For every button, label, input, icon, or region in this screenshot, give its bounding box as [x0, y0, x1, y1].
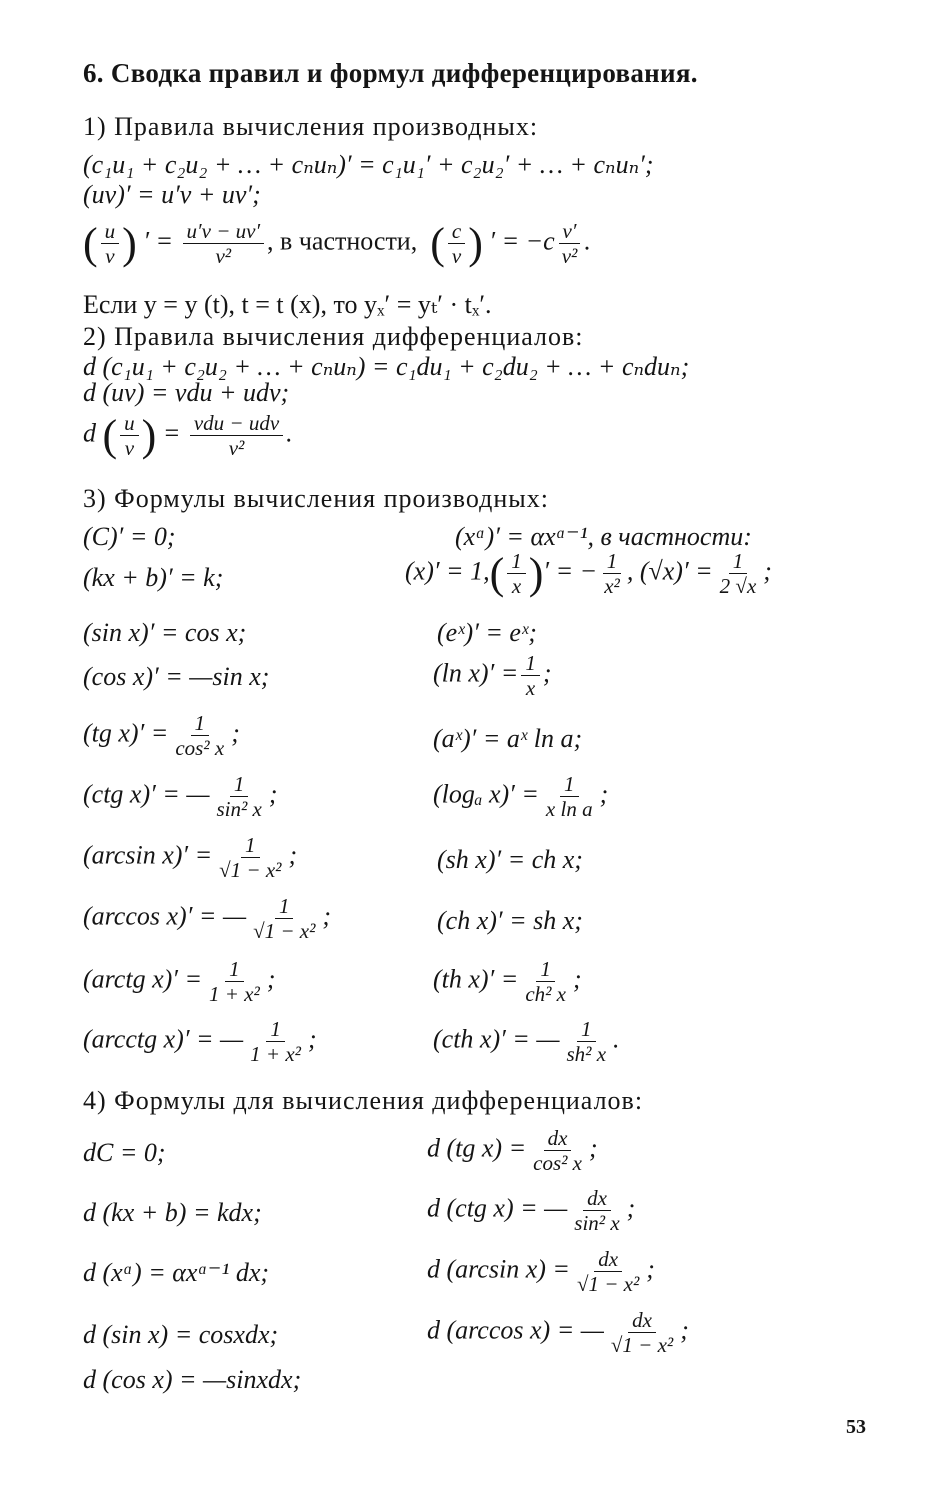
cth-derivative: (cth x)′ = — $\frac{1}{\text{sh² x}}$ . [433, 1017, 620, 1067]
quotient-differential-formula: d ( $\frac{u}{v}$ ) = $\frac{\text{vdu − udv}}{\text{v²}}$ . [83, 410, 293, 460]
denominator: x [511, 574, 522, 598]
denominator: v² [215, 244, 232, 268]
denominator: √1 − x² [219, 858, 282, 883]
const-differential: dC = 0; [83, 1138, 166, 1167]
arcctg-derivative: (arcctg x)′ = — $\frac{1}{\text{1 + x²}}$ ; [83, 1017, 317, 1067]
denominator: v [124, 436, 135, 460]
ln-derivative: (ln x)′ = $\frac{1}{x}$ ; [433, 651, 552, 701]
linear-differential: d (kx + b) = kdx; [83, 1198, 262, 1227]
denominator: ch² x [525, 982, 566, 1007]
numerator: v′ [559, 220, 581, 244]
cos-differential: d (cos x) = —sinxdx; [83, 1365, 302, 1394]
page-number: 53 [846, 1416, 866, 1438]
chain-rule-formula: Если y = y (t), t = t (x), то yₓ′ = yₜ′ · tₓ′. [83, 290, 492, 319]
numerator: dx [583, 1187, 611, 1211]
numerator: u [101, 220, 120, 244]
linear-derivative: (kx + b)′ = k; [83, 563, 224, 592]
numerator: 1 [191, 712, 210, 736]
numerator: 1 [577, 1018, 596, 1042]
numerator: 1 [507, 550, 526, 574]
section-heading: 6. Сводка правил и формул дифференцирования. [83, 58, 698, 88]
const-derivative: (C)′ = 0; [83, 522, 176, 551]
denominator: 1 + x² [209, 982, 260, 1007]
ch-derivative: (ch x)′ = sh x; [437, 906, 583, 935]
sh-derivative: (sh x)′ = ch x; [437, 845, 583, 874]
ax-derivative: (aˣ)′ = aˣ ln a; [433, 724, 583, 753]
numerator: 1 [521, 652, 540, 676]
denominator: v [105, 244, 115, 268]
numerator: vdu − udv [190, 412, 283, 436]
linearity-differential-formula: d (c₁u₁ + c₂u₂ + … + cₙuₙ) = c₁du₁ + c₂du₂ + … + cₙduₙ; [83, 352, 690, 381]
numerator: u′v − uv′ [183, 220, 265, 244]
rules-differentials-title: 2) Правила вычисления дифференциалов: [83, 322, 584, 351]
denominator: 1 + x² [250, 1042, 301, 1067]
power-differential: d (xᵅ) = αxᵅ⁻¹ dx; [83, 1258, 270, 1287]
denominator: √1 − x² [253, 919, 316, 944]
denominator: x² [604, 574, 620, 598]
cos-derivative: (cos x)′ = —sin x; [83, 662, 270, 691]
differential-formulas-title: 4) Формулы для вычисления дифференциалов: [83, 1086, 644, 1115]
th-derivative: (th x)′ = $\frac{1}{\text{ch² x}}$ ; [433, 957, 582, 1007]
numerator: 1 [275, 895, 294, 919]
denominator: cos² x [533, 1151, 582, 1176]
exp-derivative: (eˣ)′ = eˣ; [437, 618, 537, 647]
denominator: sin² x [574, 1211, 620, 1236]
product-rule-formula: (uv)′ = u′v + uv′; [83, 180, 261, 209]
denominator: x ln a [545, 797, 593, 822]
denominator: x [525, 676, 536, 701]
arccos-derivative: (arccos x)′ = — $\frac{1}{\text{√1 − x²}}$ ; [83, 894, 332, 944]
numerator: 1 [225, 958, 244, 982]
denominator: 2 √x [719, 574, 757, 598]
arctg-derivative: (arctg x)′ = $\frac{1}{\text{1 + x²}}$ ; [83, 957, 276, 1007]
quotient-rule-formula: ( $\frac{u}{v}$ ) ′ = $\frac{u'v - uv'}{\text{v²}}$ , в частности, ( $\frac{c}{v}$ ) ′ = −c $\frac{v'}{\text{v²}}$ . [83, 218, 591, 268]
denominator: cos² x [175, 736, 225, 761]
power-derivative: (xᵅ)′ = αxᵅ⁻¹, в частности: [455, 522, 752, 551]
sin-differential: d (sin x) = cosxdx; [83, 1320, 279, 1349]
ctg-differential: d (ctg x) = — $\frac{dx}{\text{sin² x}}$ ; [427, 1186, 636, 1236]
ctg-derivative: (ctg x)′ = — $\frac{1}{\text{sin² x}}$ ; [83, 772, 278, 822]
tg-derivative: (tg x)′ = $\frac{1}{\text{cos² x}}$ ; [83, 711, 240, 761]
log-derivative: (logₐ x)′ = $\frac{1}{\text{x ln a}}$ ; [433, 772, 609, 822]
numerator: dx [544, 1127, 572, 1151]
numerator: 1 [230, 773, 249, 797]
derivative-formulas-title: 3) Формулы вычисления производных: [83, 484, 549, 513]
denominator: v² [228, 436, 245, 460]
denominator: √1 − x² [610, 1333, 674, 1358]
numerator: 1 [603, 550, 622, 574]
numerator: 1 [729, 550, 748, 574]
denominator: v² [561, 244, 578, 268]
special-power-derivatives: (x)′ = 1,( $\frac{1}{x}$ )′ = − $\frac{1}{\text{x²}}$ , (√x)′ = $\frac{1}{2 √x}$ ; [405, 548, 772, 598]
denominator: sin² x [216, 797, 262, 822]
numerator: dx [594, 1248, 622, 1272]
tg-differential: d (tg x) = $\frac{dx}{\text{cos² x}}$ ; [427, 1126, 598, 1176]
denominator: sh² x [566, 1042, 607, 1067]
denominator: √1 − x² [576, 1272, 640, 1297]
sin-derivative: (sin x)′ = cos x; [83, 618, 247, 647]
numerator: u [120, 412, 139, 436]
numerator: 1 [560, 773, 579, 797]
numerator: c [448, 220, 465, 244]
numerator: 1 [536, 958, 555, 982]
product-differential-formula: d (uv) = vdu + udv; [83, 378, 290, 407]
linearity-derivative-formula: (c₁u₁ + c₂u₂ + … + cₙuₙ)′ = c₁u₁′ + c₂u₂′ + … + cₙuₙ′; [83, 150, 654, 179]
numerator: 1 [266, 1018, 285, 1042]
numerator: dx [628, 1309, 656, 1333]
rules-derivatives-title: 1) Правила вычисления производных: [83, 112, 539, 141]
arcsin-differential: d (arcsin x) = $\frac{dx}{\text{√1 − x²}}$ ; [427, 1247, 655, 1297]
arccos-differential: d (arccos x) = — $\frac{dx}{\text{√1 − x²}}$ ; [427, 1308, 689, 1358]
denominator: v [451, 244, 462, 268]
numerator: 1 [241, 834, 260, 858]
arcsin-derivative: (arcsin x)′ = $\frac{1}{\text{√1 − x²}}$ ; [83, 833, 298, 883]
